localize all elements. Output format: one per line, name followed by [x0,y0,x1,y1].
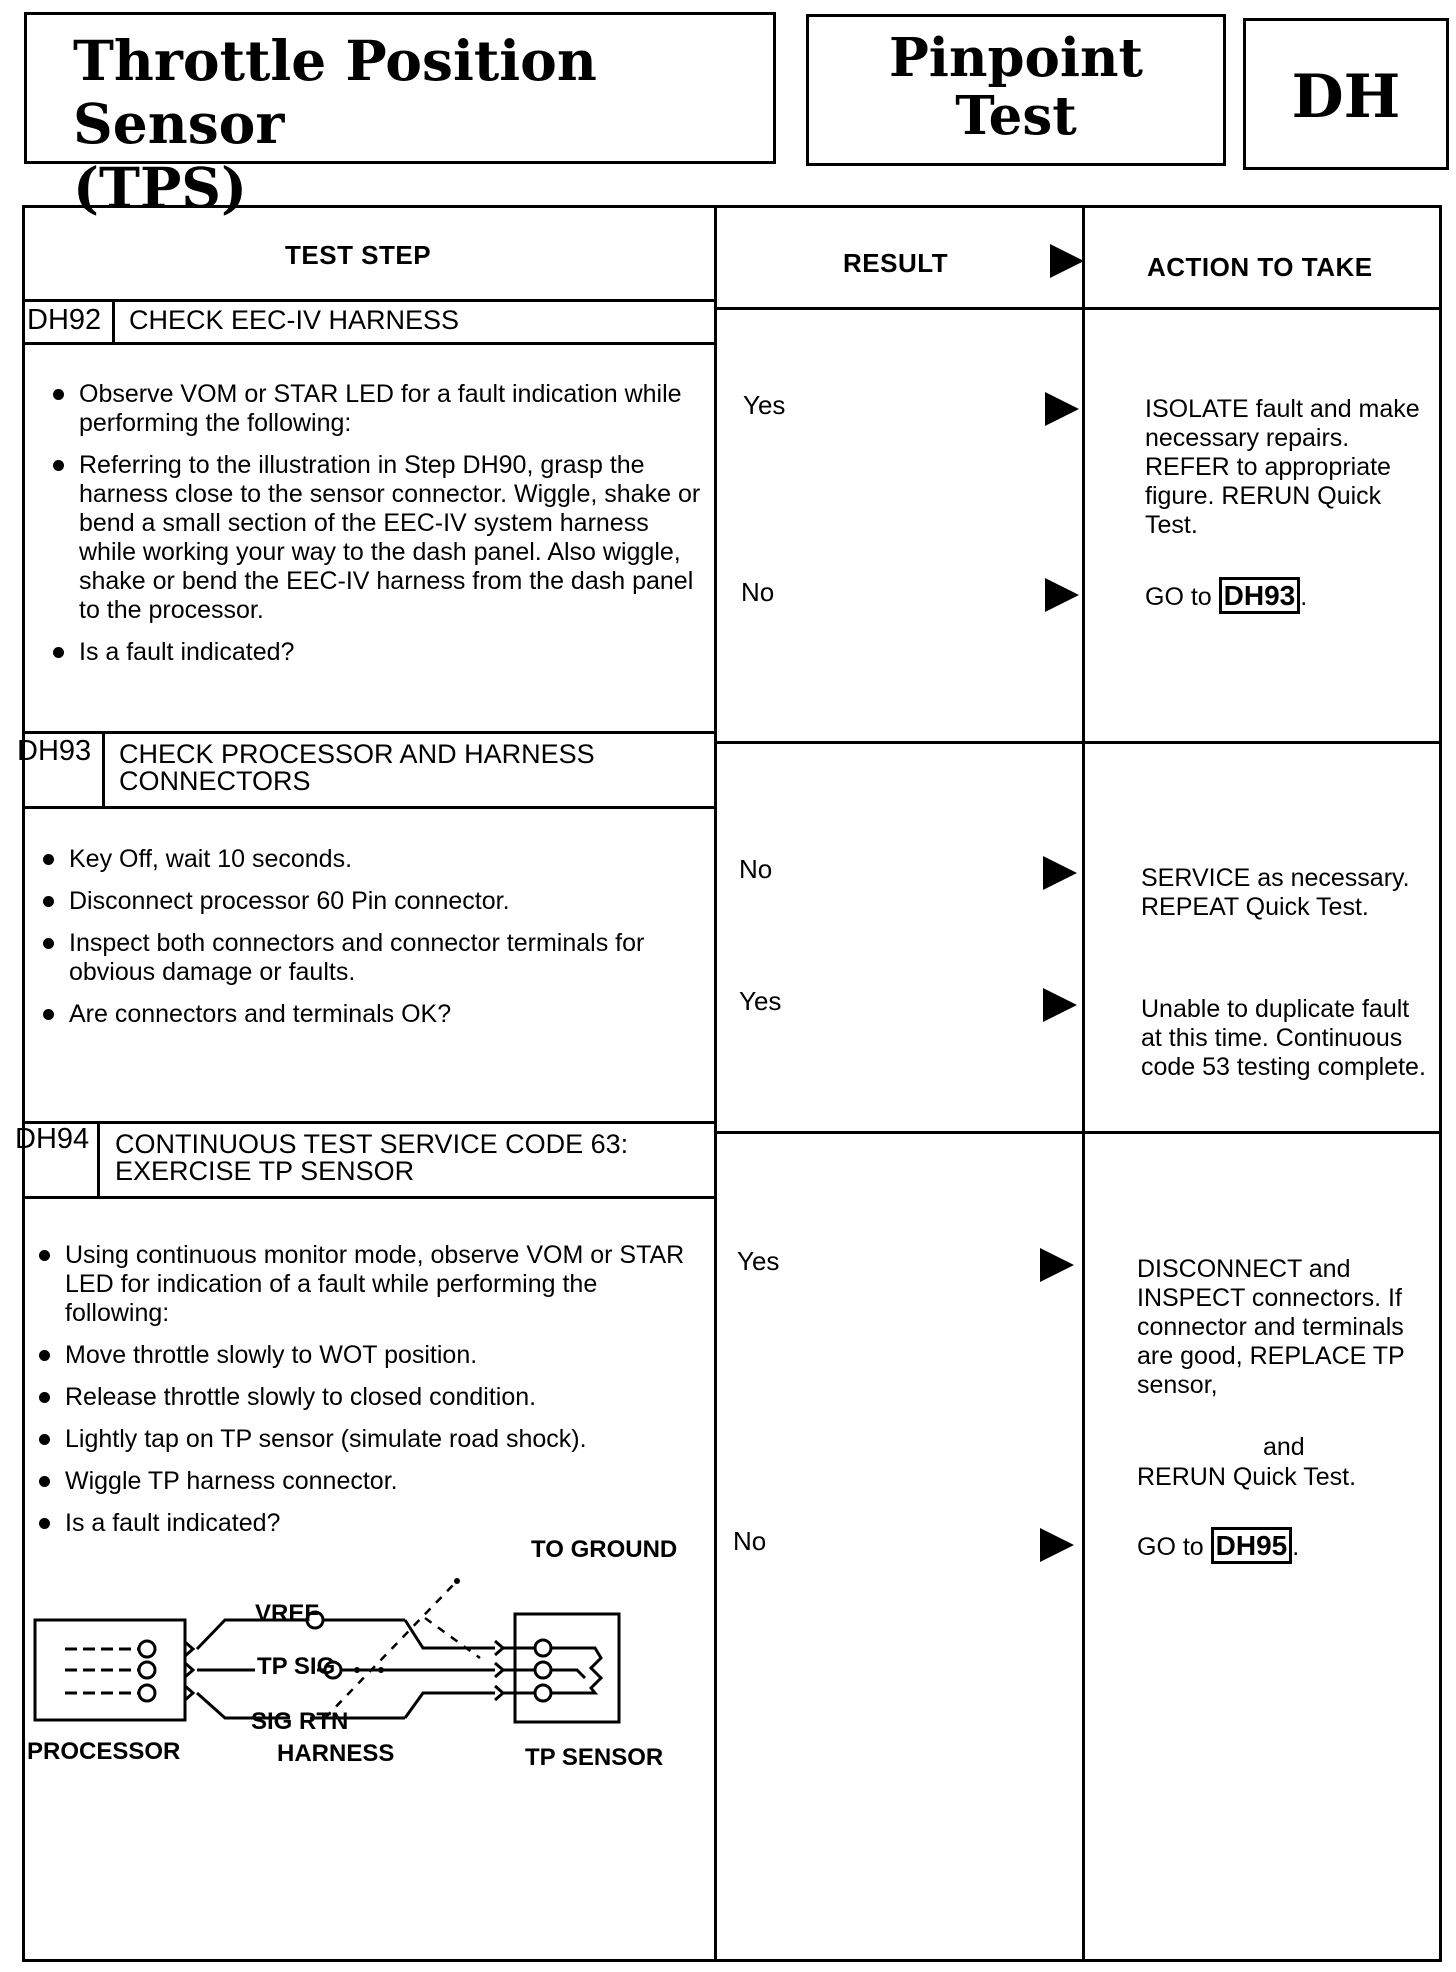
instruction-item: Using continuous monitor mode, observe VOM or STAR LED for indication of a fault while performing the following: [35,1241,691,1328]
pinpoint-table [15,205,1442,1962]
label-processor: PROCESSOR [27,1738,181,1765]
step-title-line1: CHECK PROCESSOR AND HARNESS [119,739,595,769]
arrow-icon [1050,244,1084,278]
step-divider [714,741,1439,744]
page-title-line1: Throttle Position Sensor [73,28,597,157]
arrow-icon [1045,578,1079,612]
column-divider [1082,208,1085,1959]
instruction-item: Referring to the illustration in Step DH90, grasp the harness close to the sensor connector. Wiggle, shake or bend a small section of the EEC-IV system harness while working your way to the dash panel. Also wiggle, shake or bend the EEC-IV harness from the dash panel to the processor. [49,451,709,625]
step-instructions [35,1241,691,1551]
column-header-result: RESULT [843,248,949,278]
label-tp-sig: TP SIG [257,1653,336,1680]
page-title [73,29,773,219]
result-yes: Yes [737,1246,780,1276]
result-no: No [733,1526,767,1556]
instruction-item: Move throttle slowly to WOT position. [35,1341,691,1370]
arrow-icon [1043,988,1077,1022]
step-title [115,1131,628,1185]
step-divider [25,731,714,734]
step-title-line2: CONNECTORS [119,766,311,796]
test-type-line2: Test [955,85,1077,148]
step-title: CHECK EEC-IV HARNESS [129,305,460,335]
step-reference-dh95[interactable]: DH95 [1211,1527,1293,1564]
action-goto: GO to DH93 . [1145,580,1435,612]
action-text: Unable to duplicate fault at this time. Continuous code 53 testing complete. [1141,995,1426,1081]
code-box [1243,18,1449,170]
label-sig-rtn: SIG RTN [251,1708,349,1735]
test-type [809,29,1223,146]
step-title-divider [25,806,714,809]
instruction-item: Wiggle TP harness connector. [35,1467,691,1496]
step-title-divider [25,342,714,345]
label-vref: VREF [255,1600,320,1627]
step-title-divider [25,1196,714,1199]
column-header-test-step: TEST STEP [285,240,432,270]
column-divider [714,208,717,1959]
result-yes: Yes [743,390,786,420]
label-harness: HARNESS [277,1740,395,1767]
step-instructions [39,845,689,1042]
step-title [119,741,595,795]
test-code: DH [1291,62,1401,132]
result-no: No [741,577,775,607]
instruction-item: Release throttle slowly to closed condition. [35,1383,691,1412]
action-and: and [1263,1433,1305,1461]
action-text: DISCONNECT and INSPECT connectors. If connector and terminals are good, REPLACE TP sensor, [1137,1255,1405,1399]
arrow-icon [1043,856,1077,890]
label-to-ground: TO GROUND [531,1536,678,1563]
action-text: RERUN Quick Test. [1137,1463,1357,1491]
arrow-icon [1040,1528,1074,1562]
step-divider [714,1131,1439,1134]
step-id: DH92 [27,304,102,336]
result-no: No [739,854,773,884]
header-divider [25,299,714,302]
goto-label: GO to [1145,583,1212,611]
test-type-line1: Pinpoint [888,27,1144,89]
header-divider [714,307,1439,310]
instruction-item: Key Off, wait 10 seconds. [39,845,689,874]
column-header-action: ACTION TO TAKE [1147,252,1373,282]
step-id: DH94 [15,1123,90,1155]
step-title-line1: CONTINUOUS TEST SERVICE CODE 63: [115,1129,629,1159]
instruction-item: Is a fault indicated? [49,638,709,667]
step-title-line2: EXERCISE TP SENSOR [115,1156,415,1186]
action-goto: GO to DH95 . [1137,1530,1427,1562]
step-reference-dh93[interactable]: DH93 [1219,577,1301,614]
instruction-item: Disconnect processor 60 Pin connector. [39,887,689,916]
instruction-item: Inspect both connectors and connector terminals for obvious damage or faults. [39,929,689,987]
test-type-box [806,14,1226,166]
step-instructions [49,380,709,680]
wiring-diagram [25,1536,714,1788]
instruction-item: Are connectors and terminals OK? [39,1000,689,1029]
arrow-icon [1040,1248,1074,1282]
step-id: DH93 [17,735,92,767]
action-text: ISOLATE fault and make necessary repairs. REFER to appropriate figure. RERUN Quick Test. [1145,395,1420,539]
label-tp-sensor: TP SENSOR [525,1744,664,1771]
instruction-item: Observe VOM or STAR LED for a fault indication while performing the following: [49,380,709,438]
arrow-icon [1045,392,1079,426]
instruction-item: Lightly tap on TP sensor (simulate road shock). [35,1425,691,1454]
instruction-item: Is a fault indicated? [35,1509,691,1538]
action-text: SERVICE as necessary. REPEAT Quick Test. [1141,864,1410,921]
result-yes: Yes [739,986,782,1016]
page-title-line2: (TPS) [73,154,248,220]
goto-label: GO to [1137,1533,1204,1561]
step-divider [25,1121,714,1124]
title-box [24,12,776,220]
